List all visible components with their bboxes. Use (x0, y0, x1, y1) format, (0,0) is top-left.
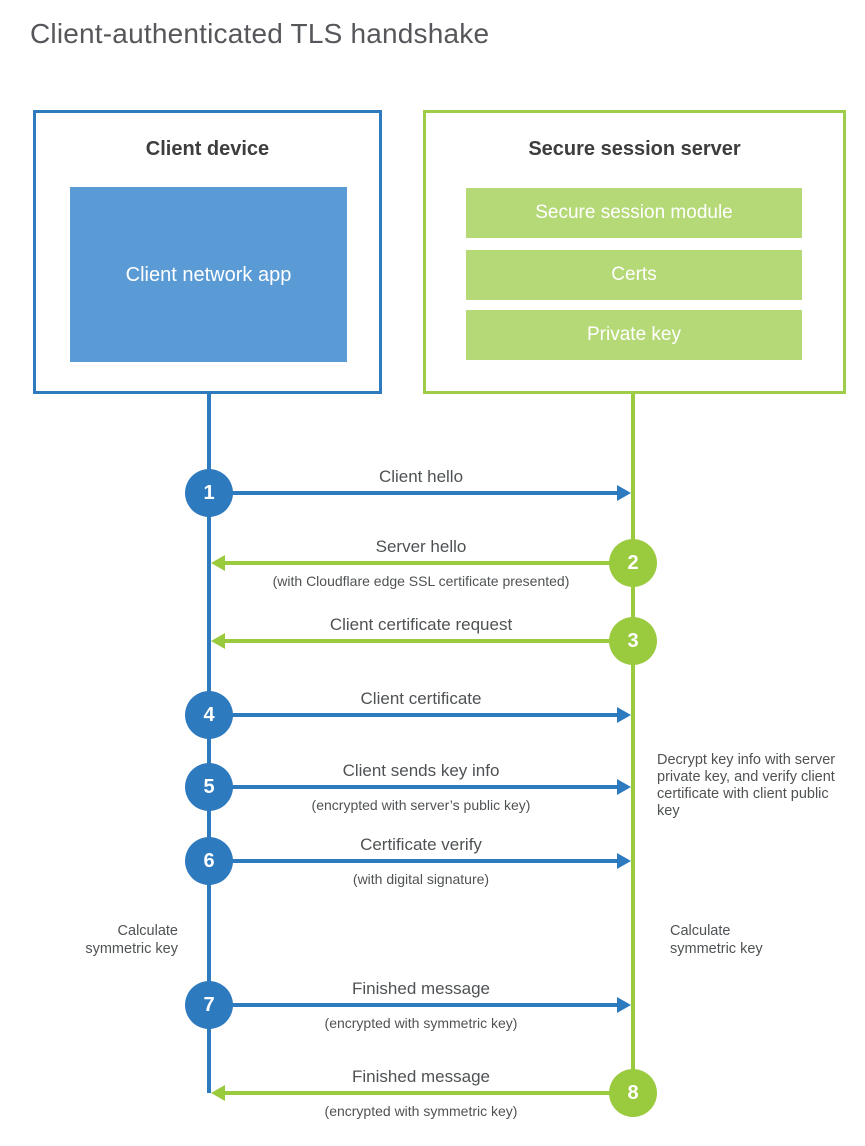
server-lifeline (631, 394, 635, 1093)
step-2-arrow-line (224, 561, 633, 565)
step-7-label: Finished message (352, 979, 490, 998)
secure-session-server-title: Secure session server (528, 138, 741, 160)
page-title: Client-authenticated TLS handshake (30, 18, 490, 49)
client-network-app-label: Client network app (125, 263, 292, 286)
arrow-left-icon (211, 1085, 225, 1101)
arrow-right-icon (617, 779, 631, 795)
step-6-arrow-line (209, 859, 619, 863)
step-6-number: 6 (203, 849, 215, 872)
server-private-key-bar (466, 310, 802, 360)
server-certs-label: Certs (611, 264, 657, 285)
client-device-title: Client device (145, 138, 270, 160)
step-6-sublabel: (with digital signature) (352, 871, 490, 887)
arrow-right-icon (617, 485, 631, 501)
step-1-label: Client hello (378, 467, 464, 486)
step-6-marker (185, 837, 233, 885)
step-8-arrow-line (224, 1091, 633, 1095)
step-7-number: 7 (203, 993, 215, 1016)
step-8-sublabel: (encrypted with symmetric key) (324, 1103, 518, 1119)
step-4-arrow-line (209, 713, 619, 717)
server-certs-bar (466, 250, 802, 300)
step-2-label: Server hello (375, 537, 467, 556)
client-calc-symmetric-key-note: Calculate symmetric key (85, 923, 178, 957)
step-1-number: 1 (203, 481, 215, 504)
step-5-number: 5 (203, 775, 215, 798)
step-3-label: Client certificate request (329, 615, 513, 634)
server-calc-symmetric-key-note: Calculate symmetric key (670, 923, 763, 957)
step-3-number: 3 (627, 629, 639, 652)
step-2-marker (609, 539, 657, 587)
step-4-number: 4 (203, 703, 215, 726)
step-8-label: Finished message (352, 1067, 490, 1086)
step-2-number: 2 (627, 551, 639, 574)
step-1-marker (185, 469, 233, 517)
arrow-right-icon (617, 997, 631, 1013)
client-network-app-box (70, 187, 347, 362)
step-8-number: 8 (627, 1081, 639, 1104)
server-module-bar (466, 188, 802, 238)
step-6-label: Certificate verify (360, 835, 482, 854)
step-7-arrow-line (209, 1003, 619, 1007)
step-5-label: Client sends key info (342, 761, 500, 780)
server-private-key-label: Private key (587, 324, 681, 345)
step-4-marker (185, 691, 233, 739)
server-decrypt-note: Decrypt key info with server private key, and verify client certificate with client public key (657, 752, 836, 819)
step-1-arrow-line (209, 491, 619, 495)
step-3-marker (609, 617, 657, 665)
step-7-sublabel: (encrypted with symmetric key) (324, 1015, 518, 1031)
step-5-marker (185, 763, 233, 811)
step-2-sublabel: (with Cloudflare edge SSL certificate presented) (272, 573, 570, 589)
step-5-sublabel: (encrypted with server’s public key) (311, 797, 531, 813)
step-7-marker (185, 981, 233, 1029)
step-3-arrow-line (224, 639, 633, 643)
arrow-right-icon (617, 707, 631, 723)
step-5-arrow-line (209, 785, 619, 789)
step-8-marker (609, 1069, 657, 1117)
arrow-left-icon (211, 633, 225, 649)
step-4-label: Client certificate (360, 689, 482, 708)
arrow-right-icon (617, 853, 631, 869)
server-module-label: Secure session module (535, 202, 733, 223)
arrow-left-icon (211, 555, 225, 571)
